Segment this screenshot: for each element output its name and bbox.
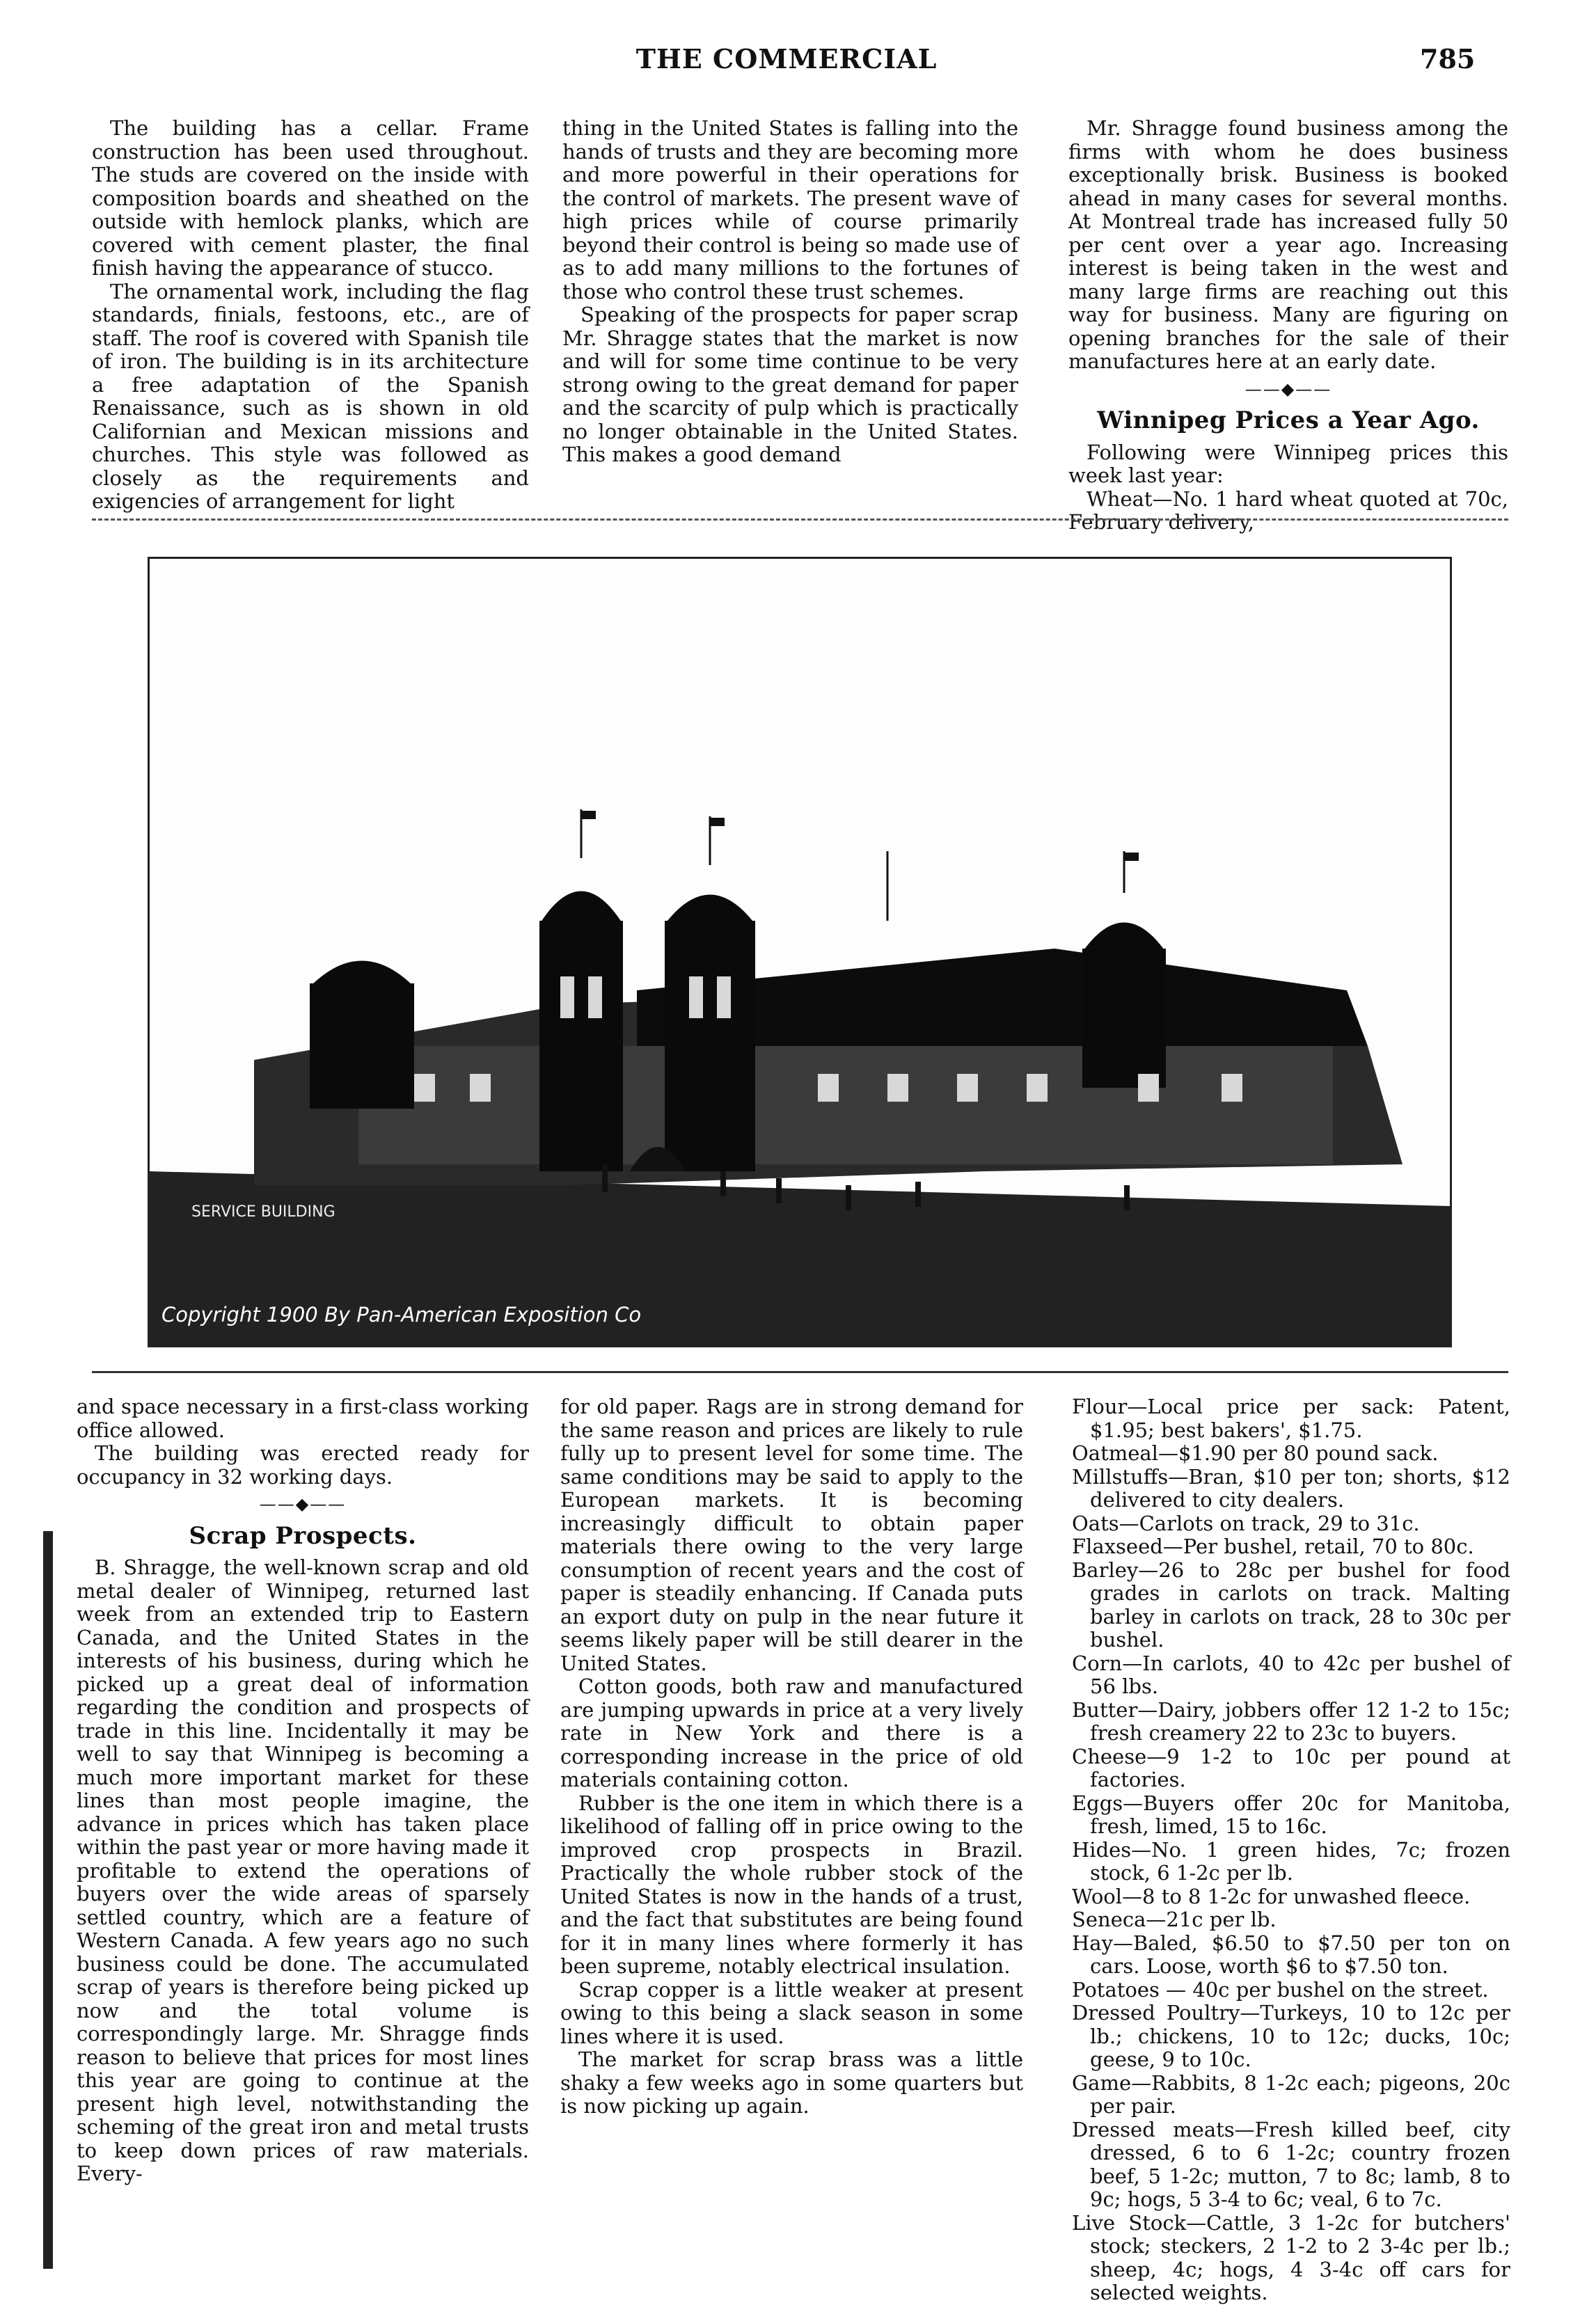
paragraph: Wheat—No. 1 hard wheat quoted at 70c, February delivery,: [1068, 486, 1508, 534]
price-item: Live Stock—Cattle, 3 1-2c for butchers' stock; steckers, 2 1-2 to 2 3-4c per lb.; sheep, 4c; hogs, 4 3-4c off cars for selected weights.: [1072, 2210, 1510, 2304]
price-list-column: [1072, 1395, 1510, 2305]
bottom-column-2: [560, 1395, 1023, 2118]
binding-edge-shadow: [43, 1531, 53, 2269]
price-item: Corn—In carlots, 40 to 42c per bushel of 56 lbs.: [1072, 1651, 1510, 1698]
price-item: Game—Rabbits, 8 1-2c each; pigeons, 20c per pair.: [1072, 2070, 1510, 2118]
paragraph: Mr. Shragge found business among the firms with whom he does business exceptionally brisk. Business is booked ahead in many cases for several months. At Montreal trade has increased fully 50 per cent over a year ago. Increasing interest is being taken in the west and many large firms are reaching out this way for business. Many are figuring on opening branches for the sale of their manufactures here at an early date.: [1068, 116, 1508, 373]
paragraph: for old paper. Rags are in strong demand for the same reason and prices are likely to rule fully up to present level for some time. The same conditions may be said to apply to the European markets. It is becoming increasingly difficult to obtain paper materials there owing to the very large consumption of recent years and the cost of paper is steadily enhancing. If Canada puts an export duty on pulp in the near future it seems likely paper will be still dearer in the United States.: [560, 1395, 1023, 1675]
page-number: 785: [1420, 43, 1476, 74]
price-item: Cheese—9 1-2 to 10c per pound at factories.: [1072, 1744, 1510, 1791]
price-item: Dressed Poultry—Turkeys, 10 to 12c per lb.; chickens, 10 to 12c; ducks, 10c; geese, 9 to 10c.: [1072, 2001, 1510, 2071]
price-item: Dressed meats—Fresh killed beef, city dressed, 6 to 6 1-2c; country frozen beef, 5 1-2c; mutton, 7 to 8c; lamb, 8 to 9c; hogs, 5 3-4 to 6c; veal, 6 to 7c.: [1072, 2117, 1510, 2211]
price-item: Seneca—21c per lb.: [1072, 1908, 1277, 1931]
photo-copyright-caption: Copyright 1900 By Pan-American Exposition Co: [161, 1303, 642, 1326]
publication-title: THE COMMERCIAL: [635, 43, 938, 74]
bottom-column-1: [77, 1395, 529, 2186]
price-item: Hides—No. 1 green hides, 7c; frozen stock, 6 1-2c per lb.: [1072, 1837, 1510, 1885]
price-item: Barley—26 to 28c per bushel for food grades in carlots on track. Malting barley in carlots on track, 28 to 30c per bushel.: [1072, 1558, 1510, 1651]
paragraph: Speaking of the prospects for paper scrap Mr. Shragge states that the market is now and will for some time continue to be very strong owing to the great demand for paper and the scarcity of pulp which is practically no longer obtainable in the United States. This makes a good demand: [562, 303, 1018, 466]
section-divider: ——◆——: [259, 1494, 347, 1514]
paragraph: thing in the United States is falling into the hands of trusts and they are becoming more and more powerful in their operations for the control of markets. The present wave of high prices while of course primarily beyond their control is being so made use of as to add many millions to the fortunes of those who control these trust schemes.: [562, 116, 1018, 303]
section-rule: [92, 1371, 1508, 1373]
price-item: Wool—8 to 8 1-2c for unwashed fleece.: [1072, 1884, 1471, 1908]
top-column-1: [92, 117, 529, 514]
section-heading: Winnipeg Prices a Year Ago.: [1097, 406, 1480, 434]
column-rule: [92, 518, 1508, 521]
paragraph: Scrap copper is a little weaker at present owing to this being a slack season in some lines where it is used.: [560, 1977, 1023, 2048]
price-item: Flour—Local price per sack: Patent, $1.95; best bakers', $1.75.: [1072, 1395, 1510, 1442]
paragraph: The market for scrap brass was a little shaky a few weeks ago in some quarters but is now picking up again.: [560, 2047, 1023, 2118]
paragraph: The building has a cellar. Frame construction has been used throughout. The studs are covered on the inside with composition boards and sheathed on the outside with hemlock planks, which are covered with cement plaster, the final finish having the appearance of stucco.: [92, 116, 529, 280]
building-illustration: [150, 559, 1450, 1345]
paragraph: The ornamental work, including the flag standards, finials, festoons, etc., are of staff. The roof is covered with Spanish tile of iron. The building is in its architecture a free adaptation of the Spanish Renaissance, such as is shown in old Californian and Mexican missions and churches. This style was followed as closely as the requirements and exigencies of arrangement for light: [92, 279, 529, 513]
paragraph: Rubber is the one item in which there is a likelihood of falling off in price owing to the improved crop prospects in Brazil. Practically the whole rubber stock of the United States is now in the hands of a trust, and the fact that substitutes are being found for it in many lines where formerly it has been supreme, notably electrical insulation.: [560, 1791, 1023, 1978]
paragraph: Following were Winnipeg prices this week last year:: [1068, 440, 1508, 487]
paragraph: The building was erected ready for occupancy in 32 working days.: [77, 1441, 529, 1489]
top-column-3: [1068, 117, 1508, 534]
section-heading: Scrap Prospects.: [189, 1521, 417, 1550]
building-sign: SERVICE BUILDING: [191, 1203, 335, 1221]
paragraph: Cotton goods, both raw and manufactured are jumping upwards in price at a very lively rate in New York and there is a corresponding increase in the price of old materials containing cotton.: [560, 1674, 1023, 1791]
price-item: Hay—Baled, $6.50 to $7.50 per ton on cars. Loose, worth $6 to $7.50 ton.: [1072, 1931, 1510, 1978]
price-item: Oats—Carlots on track, 29 to 31c.: [1072, 1511, 1420, 1535]
paragraph: and space necessary in a first-class working office allowed.: [77, 1395, 529, 1442]
service-building-photograph: [148, 557, 1452, 1347]
price-item: Potatoes — 40c per bushel on the street.: [1072, 1977, 1489, 2002]
price-item: Butter—Dairy, jobbers offer 12 1-2 to 15c; fresh creamery 22 to 23c to buyers.: [1072, 1697, 1510, 1745]
price-item: Eggs—Buyers offer 20c for Manitoba, fresh, limed, 15 to 16c.: [1072, 1791, 1510, 1838]
price-item: Flaxseed—Per bushel, retail, 70 to 80c.: [1072, 1535, 1474, 1558]
section-divider: ——◆——: [1245, 379, 1332, 399]
price-item: Oatmeal—$1.90 per 80 pound sack.: [1072, 1441, 1439, 1465]
price-item: Millstuffs—Bran, $10 per ton; shorts, $12 delivered to city dealers.: [1072, 1464, 1510, 1512]
page-header: [0, 43, 1596, 85]
paragraph: B. Shragge, the well-known scrap and old metal dealer of Winnipeg, returned last week from an extended trip to Eastern Canada, and the United States in the interests of his business, during which he picked up a great deal of information regarding the condition and prospects of trade in this line. Incidentally it may be well to say that Winnipeg is becoming a much more important market for these lines than most people imagine, the advance in prices which has taken place within the past year or more having made it profitable to extend the operations of buyers over the wide areas of sparsely settled country, which are a feature of Western Canada. A few years ago no such business could be done. The accumulated scrap of years is therefore being picked up now and the total volume is correspondingly large. Mr. Shragge finds reason to believe that prices for most lines this year are going to continue at the present high level, notwithstanding the scheming of the great iron and metal trusts to keep down prices of raw materials. Every-: [77, 1555, 529, 2185]
top-column-2: [562, 117, 1018, 467]
